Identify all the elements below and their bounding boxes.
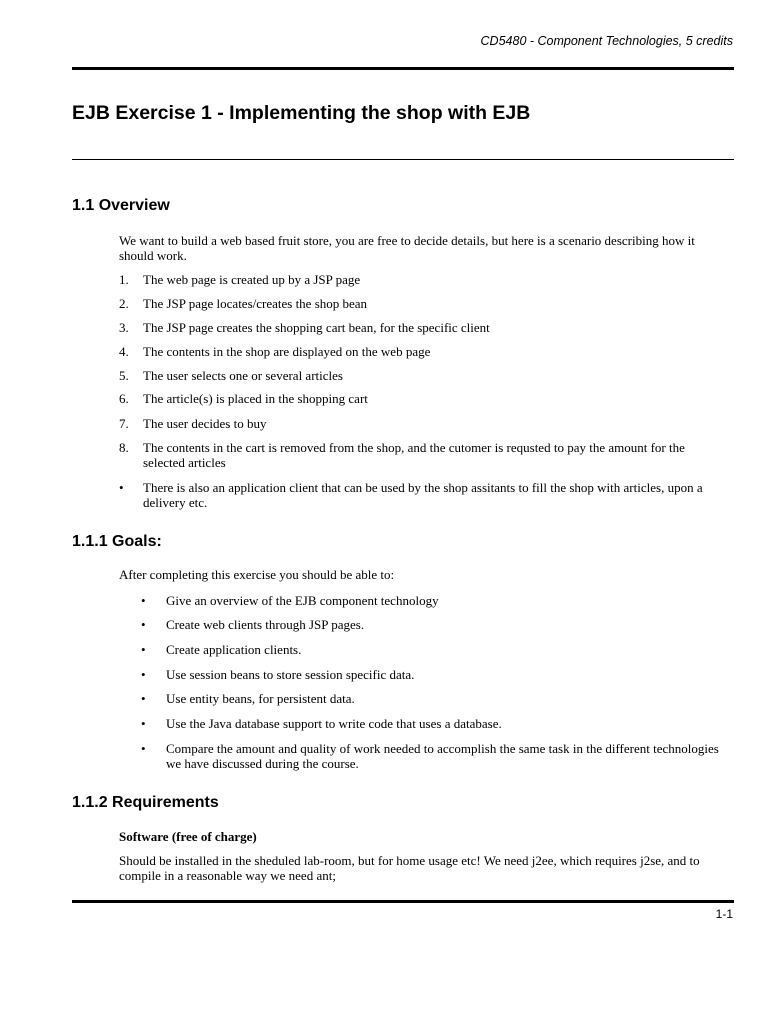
list-marker: 4. [119, 344, 129, 359]
requirements-heading: 1.1.2 Requirements [72, 794, 219, 811]
list-item-text: Use the Java database support to write code that uses a database. [166, 716, 502, 731]
list-marker: 1. [119, 272, 129, 287]
list-marker: • [141, 741, 146, 756]
goal-item [141, 642, 721, 657]
scenario-step [119, 480, 719, 510]
scenario-step [119, 296, 719, 311]
goal-item [141, 691, 721, 706]
overview-intro: We want to build a web based fruit store, you are free to decide details, but here is a scenario describing how it should work. [119, 233, 695, 263]
scenario-step [119, 416, 719, 431]
list-item-text: Compare the amount and quality of work needed to accomplish the same task in the different technologies we have discussed during the course. [166, 741, 719, 771]
list-item-text: The user selects one or several articles [143, 368, 343, 383]
goal-item [141, 716, 721, 731]
software-subheading: Software (free of charge) [119, 829, 257, 844]
list-item-text: Use entity beans, for persistent data. [166, 691, 355, 706]
list-item-text: Create application clients. [166, 642, 302, 657]
list-item-text: Create web clients through JSP pages. [166, 617, 365, 632]
goal-item [141, 617, 721, 632]
goals-intro: After completing this exercise you should be able to: [119, 567, 395, 582]
list-marker: 7. [119, 416, 129, 431]
list-marker: 5. [119, 368, 129, 383]
scenario-step [119, 440, 719, 470]
list-marker: • [141, 642, 146, 657]
list-marker: 6. [119, 391, 129, 406]
list-item-text: Give an overview of the EJB component technology [166, 593, 439, 608]
document-title: EJB Exercise 1 - Implementing the shop with EJB [72, 102, 531, 124]
scenario-step [119, 272, 719, 287]
running-header: CD5480 - Component Technologies, 5 credits [480, 34, 733, 48]
footer-rule [72, 900, 734, 903]
header-rule [72, 67, 734, 70]
scenario-step [119, 368, 719, 383]
scenario-step [119, 344, 719, 359]
list-item-text: The user decides to buy [143, 416, 267, 431]
goal-item [141, 667, 721, 682]
title-rule [72, 159, 734, 160]
list-item-text: The web page is created up by a JSP page [143, 272, 361, 287]
goals-heading: 1.1.1 Goals: [72, 533, 162, 550]
list-marker: • [141, 593, 146, 608]
list-item-text: The article(s) is placed in the shopping cart [143, 391, 368, 406]
list-item-text: The JSP page creates the shopping cart bean, for the specific client [143, 320, 490, 335]
list-marker: • [141, 617, 146, 632]
list-marker: • [141, 691, 146, 706]
list-marker: 3. [119, 320, 129, 335]
list-item-text: The contents in the shop are displayed on the web page [143, 344, 431, 359]
list-marker: • [141, 716, 146, 731]
goal-item [141, 593, 721, 608]
overview-heading: 1.1 Overview [72, 197, 170, 214]
list-marker: 2. [119, 296, 129, 311]
list-marker: • [141, 667, 146, 682]
list-item-text: The JSP page locates/creates the shop bean [143, 296, 368, 311]
goal-item [141, 741, 721, 771]
requirements-text: Should be installed in the sheduled lab-room, but for home usage etc! We need j2ee, which requires j2se, and to compile in a reasonable way we need ant; [119, 853, 700, 883]
scenario-step [119, 320, 719, 335]
scenario-step [119, 391, 719, 406]
list-item-text: Use session beans to store session specific data. [166, 667, 415, 682]
page-number: 1-1 [715, 907, 733, 921]
list-marker: 8. [119, 440, 129, 455]
list-item-text: The contents in the cart is removed from the shop, and the cutomer is requsted to pay the amount for the selected articles [143, 440, 685, 470]
list-marker: • [119, 480, 124, 495]
list-item-text: There is also an application client that can be used by the shop assitants to fill the shop with articles, upon a delivery etc. [143, 480, 703, 510]
